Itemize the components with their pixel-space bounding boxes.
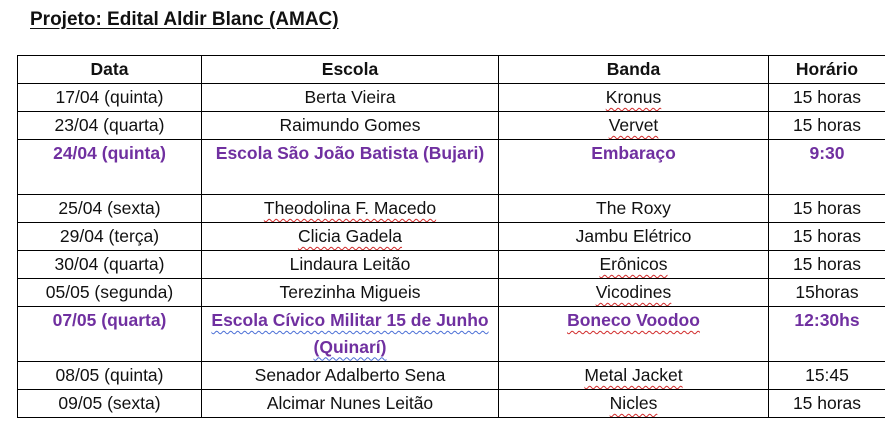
cell-data: 29/04 (terça): [18, 223, 202, 251]
cell-escola: Escola São João Batista (Bujari): [202, 140, 499, 195]
cell-banda: [499, 362, 769, 390]
spellcheck-text: Theodolina F. Macedo: [263, 198, 437, 218]
cell-horario: 9:30: [769, 140, 885, 195]
cell-banda: Embaraço: [499, 140, 769, 195]
cell-escola: Lindaura Leitão: [202, 251, 499, 279]
spellcheck-text: Metal Jacket: [584, 365, 683, 385]
cell-horario: 15 horas: [769, 195, 885, 223]
spellcheck-text: Nicles: [609, 393, 658, 413]
table-header-row: [18, 56, 885, 84]
cell-data: 25/04 (sexta): [18, 195, 202, 223]
table-row: [18, 112, 885, 140]
cell-horario: 15 horas: [769, 223, 885, 251]
spellcheck-text: Clicia Gadela: [297, 226, 403, 246]
cell-data: 24/04 (quinta): [18, 140, 202, 195]
cell-horario: 15 horas: [769, 112, 885, 140]
cell-data: 23/04 (quarta): [18, 112, 202, 140]
cell-horario: 12:30hs: [769, 307, 885, 362]
cell-escola: [202, 223, 499, 251]
table-row: [18, 223, 885, 251]
cell-data: 08/05 (quinta): [18, 362, 202, 390]
cell-banda: [499, 251, 769, 279]
spellcheck-text: Vervet: [608, 115, 659, 135]
cell-escola: Alcimar Nunes Leitão: [202, 390, 499, 418]
header-horario: Horário: [769, 56, 885, 84]
cell-data: 07/05 (quarta): [18, 307, 202, 362]
spellcheck-text: Kronus: [605, 87, 662, 107]
cell-banda: [499, 307, 769, 362]
cell-horario: 15 horas: [769, 390, 885, 418]
cell-data: 09/05 (sexta): [18, 390, 202, 418]
cell-horario: 15:45: [769, 362, 885, 390]
table-row: [18, 362, 885, 390]
cell-escola: [202, 195, 499, 223]
spellcheck-text: Erônicos: [599, 254, 668, 274]
spellcheck-text: Escola Cívico Militar 15 de Junho (Quinarí): [211, 310, 489, 357]
header-escola: Escola: [202, 56, 499, 84]
spellcheck-text: Boneco Voodoo: [567, 310, 700, 330]
cell-escola: Terezinha Migueis: [202, 279, 499, 307]
schedule-table: [17, 55, 885, 418]
cell-escola: Senador Adalberto Sena: [202, 362, 499, 390]
spellcheck-text: Vicodines: [595, 282, 672, 302]
table-row: [18, 251, 885, 279]
cell-horario: 15horas: [769, 279, 885, 307]
cell-escola: [202, 307, 499, 362]
table-row: [18, 84, 885, 112]
cell-horario: 15 horas: [769, 251, 885, 279]
header-data: Data: [18, 56, 202, 84]
header-banda: Banda: [499, 56, 769, 84]
cell-data: 05/05 (segunda): [18, 279, 202, 307]
cell-data: 17/04 (quinta): [18, 84, 202, 112]
cell-data: 30/04 (quarta): [18, 251, 202, 279]
table-row: [18, 279, 885, 307]
cell-banda: [499, 112, 769, 140]
cell-horario: 15 horas: [769, 84, 885, 112]
table-row-highlighted: [18, 140, 885, 195]
cell-banda: [499, 279, 769, 307]
table-row: [18, 195, 885, 223]
cell-banda: [499, 390, 769, 418]
document-title: Projeto: Edital Aldir Blanc (AMAC): [30, 9, 339, 30]
cell-banda: [499, 84, 769, 112]
cell-escola: Berta Vieira: [202, 84, 499, 112]
cell-banda: The Roxy: [499, 195, 769, 223]
table-row: [18, 390, 885, 418]
cell-escola: Raimundo Gomes: [202, 112, 499, 140]
table-row-highlighted: [18, 307, 885, 362]
cell-banda: Jambu Elétrico: [499, 223, 769, 251]
